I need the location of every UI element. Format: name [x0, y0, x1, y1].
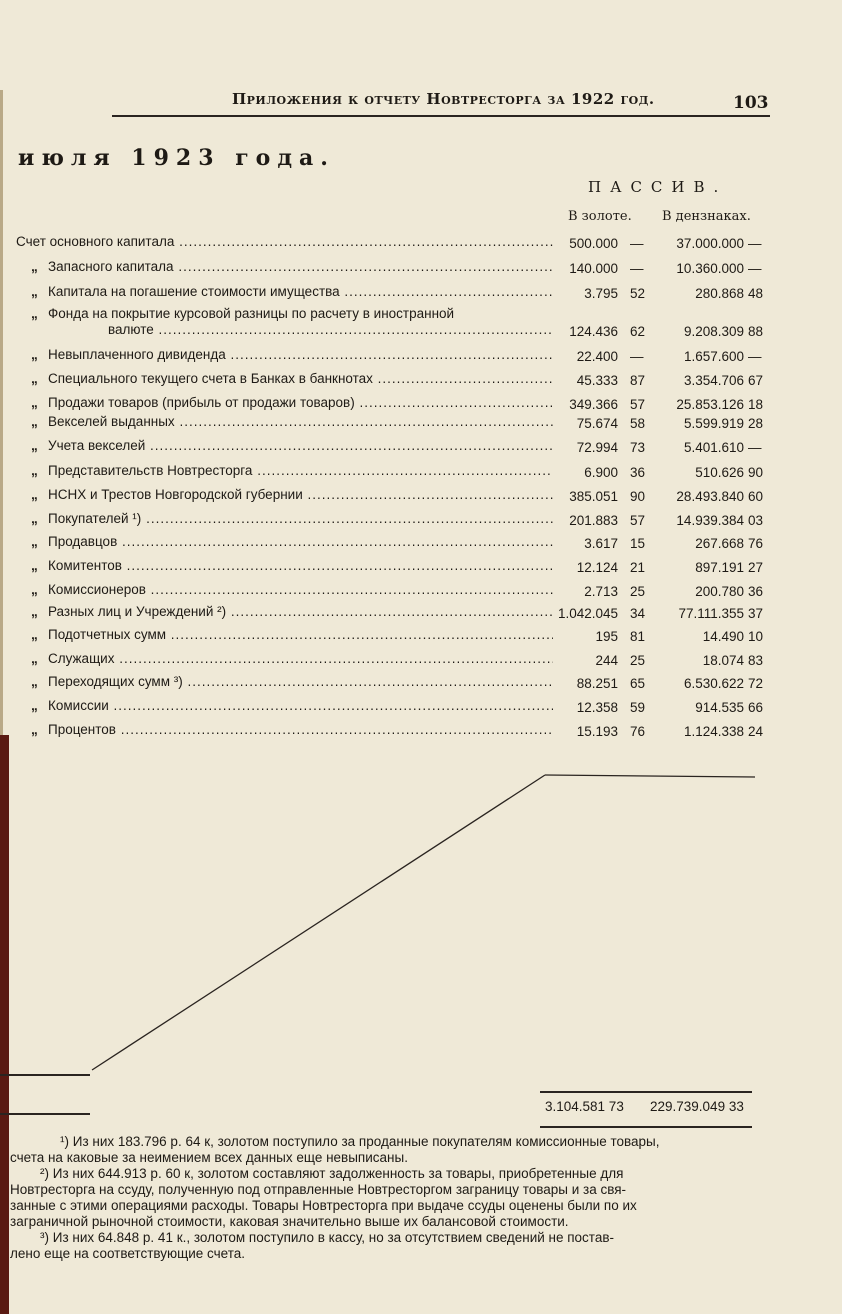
ditto-mark: „	[31, 306, 38, 321]
account-label: Процентов .....	[48, 722, 553, 737]
amount-gold: 88.251	[576, 676, 618, 691]
kopecks-gold: 62	[630, 324, 646, 339]
account-label: Служащих .....	[48, 651, 553, 666]
kopecks-gold: 34	[630, 606, 646, 621]
account-label: валюте .....	[108, 322, 553, 337]
kopecks-paper: 28	[748, 416, 764, 431]
kopecks-gold: 57	[630, 397, 646, 412]
kopecks-paper: 67	[748, 373, 764, 388]
account-label: Переходящих сумм ³) .....	[48, 674, 553, 689]
footnote-3a: ³) Из них 64.848 р. 41 к., золотом поступило в кассу, но за отсутствием сведений не постав-	[40, 1230, 615, 1245]
kopecks-paper: —	[748, 261, 762, 276]
total-rule-top	[540, 1091, 752, 1093]
amount-paper: 14.939.384	[676, 513, 744, 528]
ditto-mark: „	[31, 674, 38, 689]
ditto-mark: „	[31, 347, 38, 362]
amount-paper: 28.493.840	[676, 489, 744, 504]
account-label: Счет основного капитала .....	[16, 234, 553, 249]
amount-gold: 75.674	[576, 416, 618, 431]
kopecks-gold: 52	[630, 286, 646, 301]
ditto-mark: „	[31, 463, 38, 478]
kopecks-gold: —	[630, 236, 644, 251]
kopecks-gold: 76	[630, 724, 646, 739]
kopecks-paper: 72	[748, 676, 764, 691]
account-label: Продажи товаров (прибыль от продажи товаров) .....	[48, 395, 553, 410]
footnote-2d: заграничной рыночной стоимости, каковая значительно выше их балансовой стоимости.	[10, 1214, 569, 1229]
column-header-paper: В дензнаках.	[662, 209, 751, 224]
amount-paper: 5.401.610	[683, 440, 744, 455]
kopecks-paper: 18	[748, 397, 764, 412]
amount-gold: 201.883	[569, 513, 618, 528]
total-rule-bottom	[540, 1126, 752, 1128]
amount-gold: 3.617	[584, 536, 618, 551]
amount-paper: 25.853.126	[676, 397, 744, 412]
kopecks-paper: 37	[748, 606, 764, 621]
amount-paper: 914.535	[695, 700, 744, 715]
account-label: Невыплаченного дивиденда .....	[48, 347, 553, 362]
footnote-1a: ¹) Из них 183.796 р. 64 к, золотом поступило за проданные покупателям комиссионные товары,	[60, 1134, 660, 1149]
kopecks-gold: 58	[630, 416, 646, 431]
amount-paper: 18.074	[702, 653, 744, 668]
kopecks-gold: 81	[630, 629, 646, 644]
amount-gold: 385.051	[569, 489, 618, 504]
amount-paper: 267.668	[695, 536, 744, 551]
ditto-mark: „	[31, 627, 38, 642]
amount-paper: 5.599.919	[683, 416, 744, 431]
kopecks-gold: 59	[630, 700, 646, 715]
account-label: Специального текущего счета в Банках в банкнотах .....	[48, 371, 553, 386]
passive-heading: ПАССИВ.	[588, 178, 728, 196]
ditto-mark: „	[31, 414, 38, 429]
kopecks-paper: 10	[748, 629, 764, 644]
ditto-mark: „	[31, 487, 38, 502]
ditto-mark: „	[31, 698, 38, 713]
rule-left-lower	[0, 1113, 90, 1115]
account-label: Разных лиц и Учреждений ²) .....	[48, 604, 553, 619]
kopecks-paper: —	[748, 349, 762, 364]
kopecks-gold: 90	[630, 489, 646, 504]
footnote-3b: лено еще на соответствующие счета.	[10, 1246, 246, 1261]
kopecks-gold: 87	[630, 373, 646, 388]
account-label: Покупателей ¹) .....	[48, 511, 553, 526]
kopecks-gold: 15	[630, 536, 646, 551]
kopecks-gold: 36	[630, 465, 646, 480]
ditto-mark: „	[31, 558, 38, 573]
ditto-mark: „	[31, 534, 38, 549]
kopecks-paper: 66	[748, 700, 764, 715]
kopecks-gold: 65	[630, 676, 646, 691]
account-label: Комиссионеров .....	[48, 582, 553, 597]
amount-paper: 14.490	[702, 629, 744, 644]
amount-paper: 200.780	[695, 584, 744, 599]
kopecks-gold: —	[630, 349, 644, 364]
ditto-mark: „	[31, 259, 38, 274]
amount-gold: 72.994	[576, 440, 618, 455]
kopecks-gold: 57	[630, 513, 646, 528]
kopecks-gold: 25	[630, 653, 646, 668]
amount-paper: 510.626	[695, 465, 744, 480]
amount-paper: 897.191	[695, 560, 744, 575]
amount-gold: 195	[595, 629, 618, 644]
kopecks-paper: 36	[748, 584, 764, 599]
amount-paper: 6.530.622	[683, 676, 744, 691]
amount-paper: 10.360.000	[676, 261, 744, 276]
amount-gold: 3.795	[584, 286, 618, 301]
amount-paper: 77.111.355	[678, 606, 744, 621]
account-label: Запасного капитала .....	[48, 259, 553, 274]
amount-paper: 9.208.309	[683, 324, 744, 339]
total-paper: 229.739.049 33	[650, 1099, 744, 1114]
kopecks-gold: 73	[630, 440, 646, 455]
amount-paper: 1.124.338	[683, 724, 744, 739]
account-label: Фонда на покрытие курсовой разницы по расчету в иностранной	[48, 306, 455, 321]
ditto-mark: „	[31, 651, 38, 666]
footnote-2c: занные с этими операциями расходы. Товары Новтресторга при выдаче ссуды оценены были по их	[10, 1198, 637, 1213]
running-header: Приложения к отчету Новтресторга за 1922 год.	[232, 90, 655, 108]
account-label: НСНХ и Трестов Новгородской губернии .....	[48, 487, 553, 502]
kopecks-paper: 88	[748, 324, 764, 339]
amount-gold: 12.358	[576, 700, 618, 715]
account-label: Векселей выданных .....	[48, 414, 553, 429]
diagonal-top-rule	[545, 775, 755, 777]
account-label: Представительств Новтресторга .....	[48, 463, 553, 478]
amount-gold: 2.713	[584, 584, 618, 599]
footnote-2a: ²) Из них 644.913 р. 60 к, золотом составляют задолженность за товары, приобретенные для	[40, 1166, 624, 1181]
account-label: Комиссии .....	[48, 698, 553, 713]
account-label: Учета векселей .....	[48, 438, 553, 453]
kopecks-paper: 48	[748, 286, 764, 301]
ditto-mark: „	[31, 604, 38, 619]
kopecks-paper: 24	[748, 724, 764, 739]
kopecks-paper: 90	[748, 465, 764, 480]
ditto-mark: „	[31, 438, 38, 453]
ditto-mark: „	[31, 582, 38, 597]
amount-paper: 37.000.000	[676, 236, 744, 251]
kopecks-gold: —	[630, 261, 644, 276]
column-header-gold: В золоте.	[568, 209, 632, 224]
footnote-1b: счета на каковые за неимением всех данных еще невыписаны.	[10, 1150, 408, 1165]
account-label: Комитентов .....	[48, 558, 553, 573]
amount-gold: 349.366	[569, 397, 618, 412]
account-label: Капитала на погашение стоимости имущества .....	[48, 284, 553, 299]
amount-gold: 140.000	[569, 261, 618, 276]
total-gold: 3.104.581 73	[545, 1099, 624, 1114]
kopecks-paper: 03	[748, 513, 764, 528]
amount-gold: 500.000	[569, 236, 618, 251]
kopecks-gold: 25	[630, 584, 646, 599]
ditto-mark: „	[31, 371, 38, 386]
ditto-mark: „	[31, 284, 38, 299]
amount-gold: 244	[595, 653, 618, 668]
kopecks-paper: —	[748, 236, 762, 251]
footnote-2b: Новтресторга на ссуду, полученную под отправленные Новтресторгом заграницу товары и за свя-	[10, 1182, 627, 1197]
amount-paper: 1.657.600	[683, 349, 744, 364]
amount-paper: 280.868	[695, 286, 744, 301]
kopecks-paper: 60	[748, 489, 764, 504]
kopecks-gold: 21	[630, 560, 646, 575]
amount-gold: 15.193	[576, 724, 618, 739]
account-label: Продавцов .....	[48, 534, 553, 549]
kopecks-paper: 27	[748, 560, 764, 575]
amount-gold: 12.124	[576, 560, 618, 575]
section-title: июля 1923 года.	[18, 145, 335, 171]
rule-left-upper	[0, 1074, 90, 1076]
ditto-mark: „	[31, 511, 38, 526]
amount-gold: 45.333	[576, 373, 618, 388]
amount-gold: 1.042.045	[557, 606, 618, 621]
account-label: Подотчетных сумм .....	[48, 627, 553, 642]
kopecks-paper: 83	[748, 653, 764, 668]
diagonal-stroke	[92, 775, 545, 1070]
amount-gold: 6.900	[584, 465, 618, 480]
ditto-mark: „	[31, 722, 38, 737]
kopecks-paper: —	[748, 440, 762, 455]
page-number: 103	[733, 93, 769, 113]
amount-gold: 124.436	[569, 324, 618, 339]
kopecks-paper: 76	[748, 536, 764, 551]
amount-paper: 3.354.706	[683, 373, 744, 388]
ditto-mark: „	[31, 395, 38, 410]
amount-gold: 22.400	[576, 349, 618, 364]
